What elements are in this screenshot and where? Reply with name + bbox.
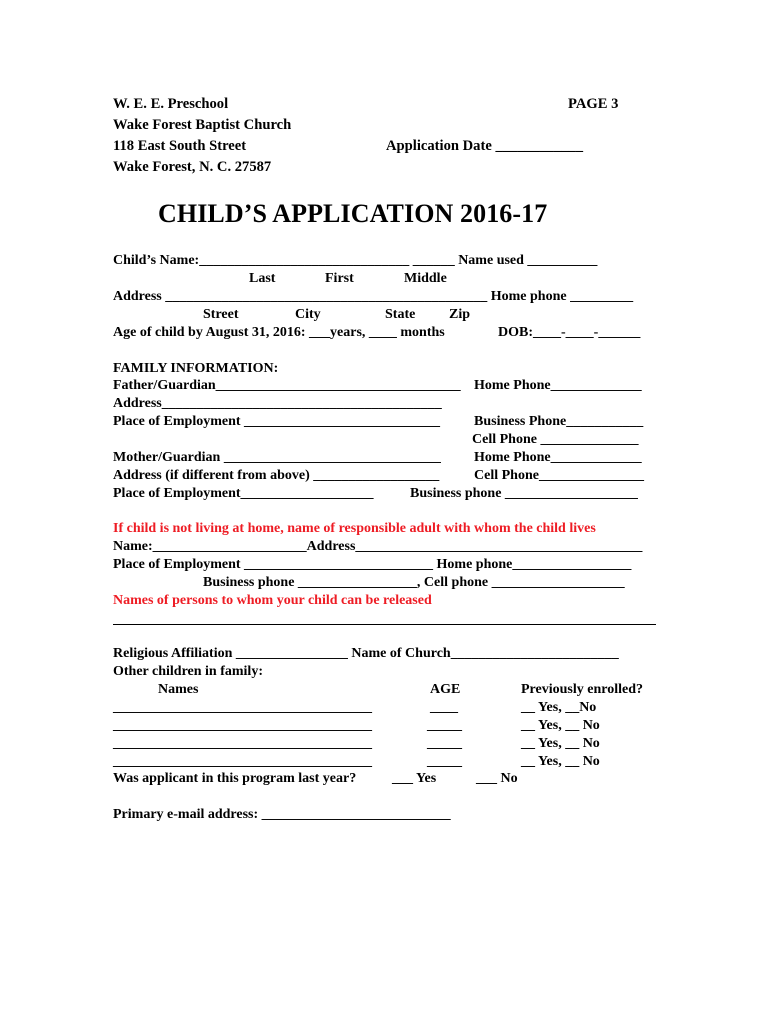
mother-address-field[interactable]: Address (if different from above) __________________ [113,468,440,483]
mother-cell-phone-field[interactable]: Cell Phone_______________ [474,468,644,483]
label-first: First [325,271,354,286]
release-persons-heading: Names of persons to whom your child can be released [113,593,432,608]
col-previously-enrolled: Previously enrolled? [521,682,643,697]
father-cell-phone-field[interactable]: Cell Phone ______________ [472,432,639,447]
page-title: CHILD’S APPLICATION 2016-17 [158,199,548,228]
father-business-phone-field[interactable]: Business Phone___________ [474,414,644,429]
responsible-phones-field[interactable]: Business phone _________________, Cell phone ___________________ [203,575,625,590]
child-row-name-field[interactable]: _____________________________________ [113,754,372,769]
mother-business-phone-field[interactable]: Business phone ___________________ [410,486,638,501]
application-date-field[interactable]: Application Date ____________ [386,138,584,154]
mother-guardian-field[interactable]: Mother/Guardian _______________________________ [113,450,441,465]
mother-employment-field[interactable]: Place of Employment___________________ [113,486,374,501]
col-names: Names [158,682,199,697]
family-heading: FAMILY INFORMATION: [113,361,279,376]
org-city: Wake Forest, N. C. 27587 [113,159,272,175]
org-street: 118 East South Street [113,138,247,154]
child-row-age-field[interactable]: _____ [427,718,462,733]
last-year-no-option[interactable]: ___ No [476,771,518,786]
other-children-label: Other children in family: [113,664,263,679]
father-guardian-field[interactable]: Father/Guardian___________________________________ [113,378,461,393]
child-row-age-field[interactable]: _____ [427,754,462,769]
child-row-enrolled-field[interactable]: __ Yes, __No [521,700,597,715]
child-name-field[interactable]: Child’s Name:______________________________ ______ Name used __________ [113,253,598,268]
child-row-name-field[interactable]: _____________________________________ [113,718,372,733]
child-row-enrolled-field[interactable]: __ Yes, __ No [521,736,600,751]
label-city: City [295,307,321,322]
child-row-enrolled-field[interactable]: __ Yes, __ No [521,718,600,733]
org-name: W. E. E. Preschool [113,96,229,112]
label-last: Last [249,271,276,286]
responsible-adult-notice: If child is not living at home, name of responsible adult with whom the child lives [113,521,596,536]
address-field[interactable]: Address ______________________________________________ Home phone _________ [113,289,634,304]
last-year-question: Was applicant in this program last year? [113,771,357,786]
label-state: State [385,307,416,322]
child-age-field[interactable]: Age of child by August 31, 2016: ___years, ____ months [113,325,445,340]
religious-affiliation-field[interactable]: Religious Affiliation ________________ Name of Church________________________ [113,646,619,661]
mother-home-phone-field[interactable]: Home Phone_____________ [474,450,642,465]
dob-field[interactable]: DOB:____-____-______ [498,325,641,340]
child-row-age-field[interactable]: ____ [430,700,458,715]
father-home-phone-field[interactable]: Home Phone_____________ [474,378,642,393]
father-employment-field[interactable]: Place of Employment ____________________________ [113,414,441,429]
child-row-enrolled-field[interactable]: __ Yes, __ No [521,754,600,769]
page-label: PAGE 3 [568,96,619,112]
release-persons-line[interactable] [113,624,656,625]
org-church: Wake Forest Baptist Church [113,117,292,133]
child-row-name-field[interactable]: _____________________________________ [113,700,372,715]
label-street: Street [203,307,239,322]
last-year-yes-option[interactable]: ___ Yes [392,771,437,786]
responsible-employment-field[interactable]: Place of Employment ___________________________ Home phone_________________ [113,557,632,572]
label-zip: Zip [449,307,471,322]
child-row-age-field[interactable]: _____ [427,736,462,751]
responsible-name-address-field[interactable]: Name:______________________Address_________________________________________ [113,539,643,554]
label-middle: Middle [404,271,447,286]
father-address-field[interactable]: Address________________________________________ [113,396,442,411]
child-row-name-field[interactable]: _____________________________________ [113,736,372,751]
col-age: AGE [430,682,461,697]
email-field[interactable]: Primary e-mail address: ___________________________ [113,807,451,822]
